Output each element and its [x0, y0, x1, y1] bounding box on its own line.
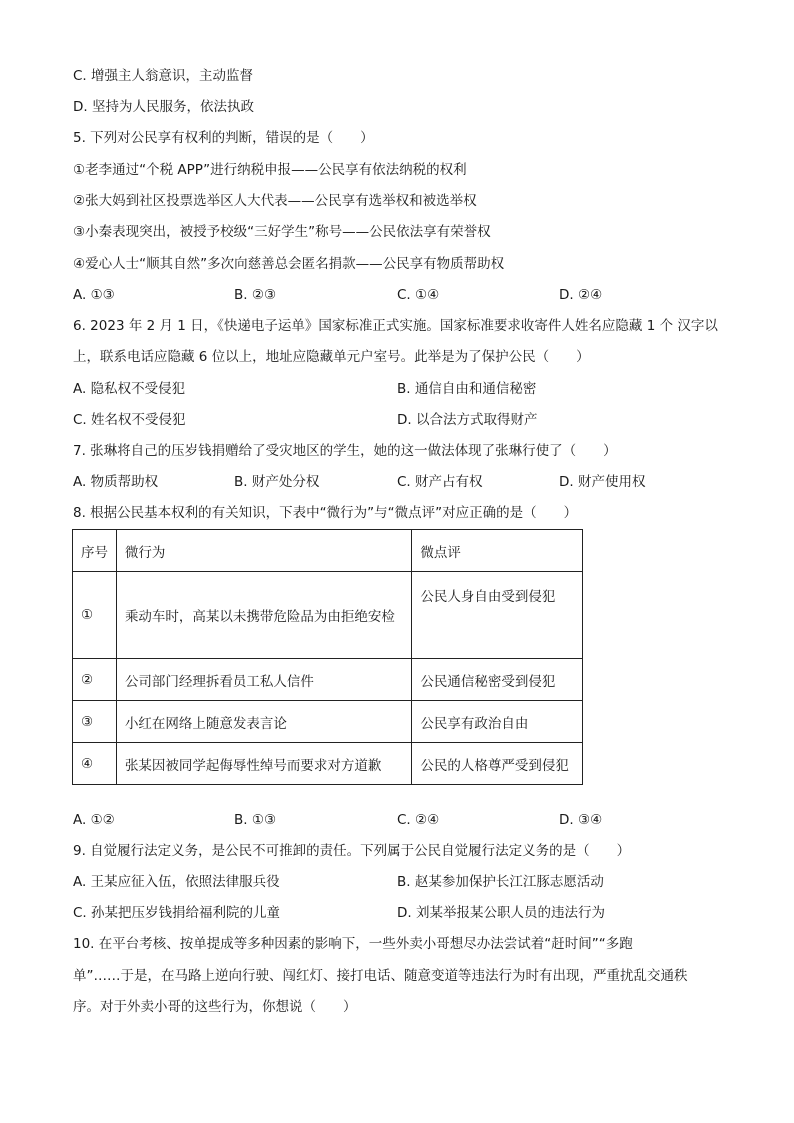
table-cell: 公民享有政治自由 — [412, 701, 583, 743]
table-header-row — [73, 530, 583, 572]
table-row — [73, 743, 583, 785]
q6-option-a: A. 隐私权不受侵犯 — [73, 381, 186, 397]
q8-option-a: A. ①② — [73, 812, 115, 828]
q6-option-d: D. 以合法方式取得财产 — [397, 412, 538, 428]
table-cell: ③ — [73, 701, 117, 743]
table-cell: 公司部门经理拆看员工私人信件 — [116, 659, 411, 701]
q5-statement-2: ②张大妈到社区投票选举区人大代表——公民享有选举权和被选举权 — [73, 193, 477, 209]
q9-stem: 9. 自觉履行法定义务，是公民不可推卸的责任。下列属于公民自觉履行法定义务的是（ ） — [73, 843, 631, 859]
q6-option-b: B. 通信自由和通信秘密 — [397, 381, 537, 397]
table-cell: ② — [73, 659, 117, 701]
table-cell: ④ — [73, 743, 117, 785]
q8-option-b: B. ①③ — [234, 812, 277, 828]
table-row — [73, 659, 583, 701]
table-header-cell: 微点评 — [412, 530, 583, 572]
q7-option-c: C. 财产占有权 — [397, 474, 483, 490]
q8-option-c: C. ②④ — [397, 812, 440, 828]
table-header-cell: 微行为 — [116, 530, 411, 572]
q9-option-c: C. 孙某把压岁钱捐给福利院的儿童 — [73, 905, 281, 921]
table-cell: 公民的人格尊严受到侵犯 — [412, 743, 583, 785]
q6-stem-line-1: 6. 2023 年 2 月 1 日，《快递电子运单》国家标准正式实施。国家标准要求收寄件人姓名应隐藏 1 个 汉字以 — [73, 318, 718, 334]
q9-option-d: D. 刘某举报某公职人员的违法行为 — [397, 905, 605, 921]
q6-option-c: C. 姓名权不受侵犯 — [73, 412, 186, 428]
q5-statement-3: ③小秦表现突出，被授予校级“三好学生”称号——公民依法享有荣誉权 — [73, 224, 491, 240]
q5-statement-4: ④爱心人士“顺其自然”多次向慈善总会匿名捐款——公民享有物质帮助权 — [73, 256, 505, 272]
table-row — [73, 572, 583, 659]
q5-option-d: D. ②④ — [559, 287, 603, 303]
q7-option-d: D. 财产使用权 — [559, 474, 646, 490]
table-cell: 小红在网络上随意发表言论 — [116, 701, 411, 743]
q6-stem-line-2: 上，联系电话应隐藏 6 位以上，地址应隐藏单元户室号。此举是为了保护公民（ ） — [73, 349, 590, 365]
q5-option-c: C. ①④ — [397, 287, 440, 303]
q5-option-b: B. ②③ — [234, 287, 277, 303]
prev-option-c: C. 增强主人翁意识，主动监督 — [73, 68, 254, 84]
table-cell: 张某因被同学起侮辱性绰号而要求对方道歉 — [116, 743, 411, 785]
table-cell: 乘动车时，高某以未携带危险品为由拒绝安检 — [116, 572, 411, 659]
q7-option-a: A. 物质帮助权 — [73, 474, 159, 490]
prev-option-d: D. 坚持为人民服务，依法执政 — [73, 99, 254, 115]
q5-option-a: A. ①③ — [73, 287, 115, 303]
q9-option-a: A. 王某应征入伍，依照法律服兵役 — [73, 874, 280, 890]
q5-stem: 5. 下列对公民享有权利的判断，错误的是（ ） — [73, 130, 374, 146]
q8-stem: 8. 根据公民基本权利的有关知识，下表中“微行为”与“微点评”对应正确的是（ ） — [73, 505, 578, 521]
table-cell: 公民人身自由受到侵犯 — [412, 572, 583, 659]
q7-option-b: B. 财产处分权 — [234, 474, 320, 490]
table-header-cell: 序号 — [73, 530, 117, 572]
q10-stem-line-1: 10. 在平台考核、按单提成等多种因素的影响下，一些外卖小哥想尽办法尝试着“赶时间”“多跑 — [73, 936, 633, 952]
table-cell: 公民通信秘密受到侵犯 — [412, 659, 583, 701]
table-row — [73, 701, 583, 743]
q9-option-b: B. 赵某参加保护长江江豚志愿活动 — [397, 874, 604, 890]
q10-stem-line-2: 单”……于是，在马路上逆向行驶、闯红灯、接打电话、随意变道等违法行为时有出现，严重扰乱交通秩 — [73, 968, 688, 984]
q8-table — [72, 529, 583, 785]
q5-statement-1: ①老李通过“个税 APP”进行纳税申报——公民享有依法纳税的权利 — [73, 162, 467, 178]
q8-option-d: D. ③④ — [559, 812, 603, 828]
q10-stem-line-3: 序。对于外卖小哥的这些行为，你想说（ ） — [73, 999, 357, 1015]
table-cell: ① — [73, 572, 117, 659]
q7-stem: 7. 张琳将自己的压岁钱捐赠给了受灾地区的学生，她的这一做法体现了张琳行使了（ ） — [73, 443, 617, 459]
